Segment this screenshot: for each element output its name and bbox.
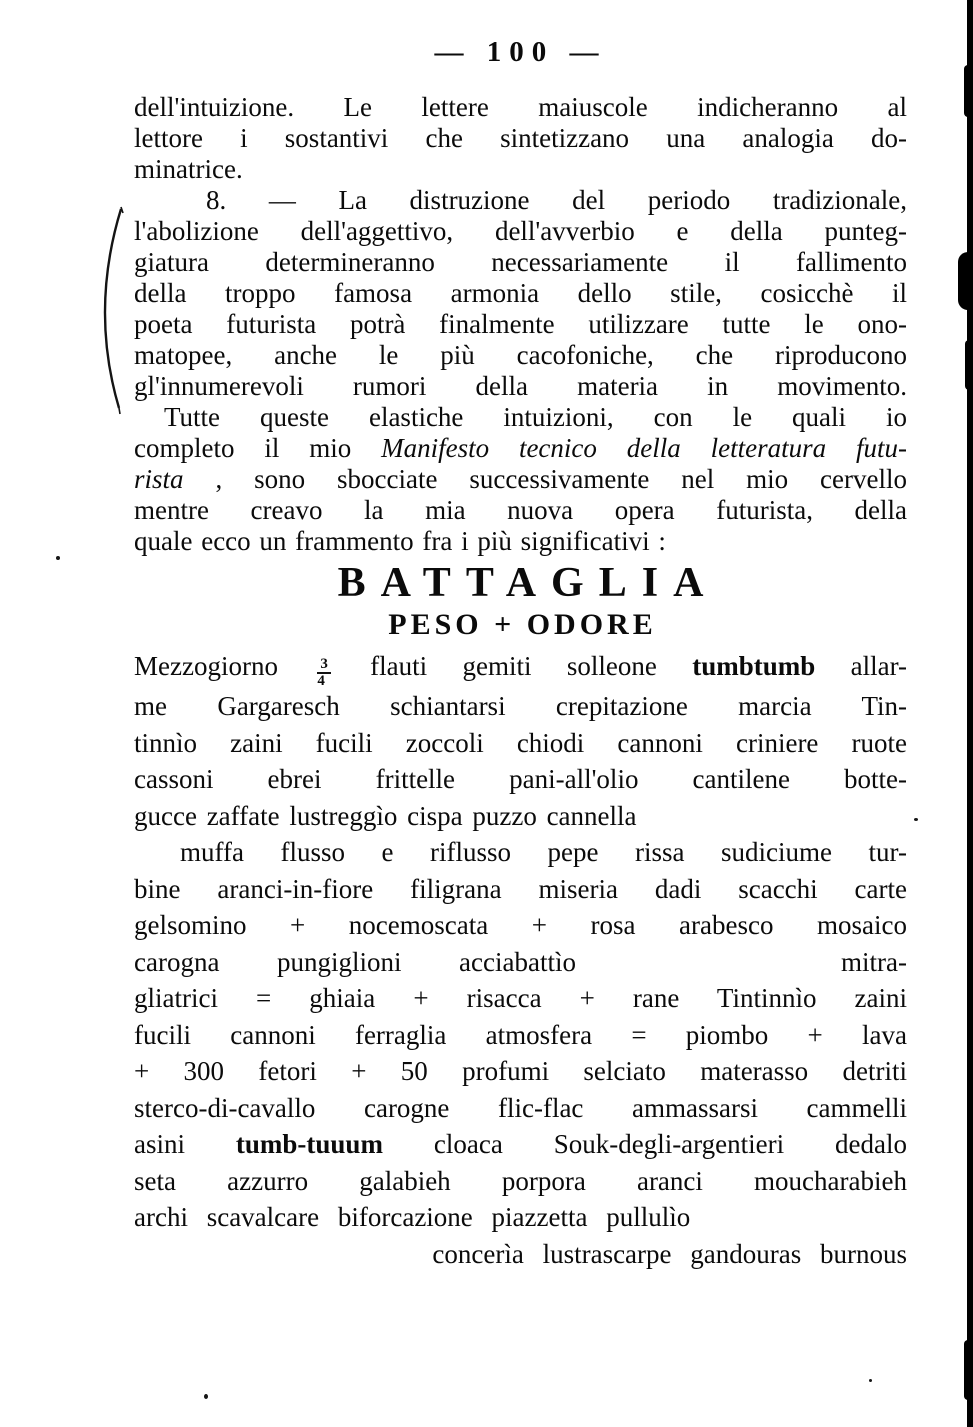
text-segment: minatrice. <box>134 154 243 184</box>
text-segment: rista <box>134 464 184 494</box>
ink-speck <box>204 1394 208 1399</box>
scan-edge-shadow <box>967 0 973 1427</box>
prose-text-block <box>134 92 907 557</box>
prose-line <box>134 278 907 309</box>
poem-line <box>134 798 907 835</box>
prose-line <box>134 185 907 216</box>
text-segment: 8. — La distruzione del periodo tradizionale, <box>206 185 907 215</box>
poem-line <box>134 648 907 688</box>
text-segment: carogna pungiglioni acciabattìo <box>134 946 576 977</box>
scan-edge-bump <box>964 65 973 117</box>
poem-line <box>134 761 907 798</box>
text-segment: completo il mio <box>134 433 382 463</box>
prose-line <box>134 402 907 433</box>
prose-line <box>134 309 907 340</box>
scan-edge-blob <box>958 252 973 310</box>
text-segment: matopee, anche le più cacofoniche, che riproducono <box>134 340 907 370</box>
text-segment: + 300 fetori + 50 profumi selciato materasso detriti <box>134 1056 907 1086</box>
ink-speck <box>914 818 918 821</box>
text-segment: Mezzogiorno <box>134 651 278 681</box>
text-segment: cassoni ebrei frittelle pani-all'olio cantilene botte- <box>134 764 907 794</box>
text-segment: gucce zaffate lustreggìo cispa puzzo cannella <box>134 800 637 831</box>
poem-subtitle: PESO + ODORE <box>388 608 657 641</box>
text-segment: seta azzurro galabieh porpora aranci moucharabieh <box>134 1165 907 1196</box>
text-segment: dell'intuizione. Le lettere maiuscole indicheranno al <box>134 92 907 122</box>
poem-title: BATTAGLIA <box>337 560 719 606</box>
text-segment: , sono sbocciate successivamente nel mio cervello <box>215 464 907 494</box>
poem-line <box>134 688 907 725</box>
text-segment: concerìa lustrascarpe gandouras burnous <box>432 1238 907 1269</box>
prose-line <box>134 216 907 247</box>
poem-line <box>134 907 907 944</box>
text-segment: asini <box>134 1129 236 1159</box>
poem-line <box>134 1199 907 1236</box>
scan-edge-bump <box>964 1340 973 1400</box>
ink-speck <box>56 556 60 560</box>
poem-line <box>134 944 907 981</box>
text-segment: me Gargaresch schiantarsi crepitazione marcia Tin- <box>134 691 907 721</box>
text-segment: tinnìo zaini fucili zoccoli chiodi cannoni criniere ruote <box>134 727 907 758</box>
text-segment: Manifesto tecnico della letteratura futu- <box>381 433 907 463</box>
prose-line <box>134 154 907 185</box>
poem-line <box>134 980 907 1017</box>
text-segment: archi scavalcare biforcazione piazzetta pullulìo <box>134 1202 691 1232</box>
text-segment: fucili cannoni ferraglia atmosfera = piombo + lava <box>134 1019 907 1050</box>
prose-line <box>134 526 907 557</box>
prose-line <box>134 433 907 464</box>
text-segment: gliatrici = ghiaia + risacca + rane Tintinnìo zaini <box>134 983 907 1013</box>
text-segment: l'abolizione dell'aggettivo, dell'avverbio e della punteg- <box>134 216 907 246</box>
text-segment: allar- <box>850 651 908 681</box>
poem-line <box>134 1017 907 1054</box>
text-segment: muffa flusso e riflusso pepe rissa sudiciume tur- <box>180 837 907 867</box>
ink-speck <box>869 1379 872 1382</box>
prose-line <box>134 123 907 154</box>
text-segment: sterco-di-cavallo carogne flic-flac ammassarsi cammelli <box>134 1092 907 1123</box>
poem-line <box>134 1090 907 1127</box>
poem-line <box>134 1236 907 1273</box>
stacked-fraction: $\frac{3}{4}$ <box>317 658 331 688</box>
poem-heading <box>134 558 907 642</box>
margin-pen-mark <box>88 205 130 415</box>
text-segment: gl'innumerevoli rumori della materia in movimento. <box>134 371 907 401</box>
text-segment: quale ecco un frammento fra i più significativi : <box>134 526 666 556</box>
text-segment: mentre creavo la mia nuova opera futurista, della <box>134 495 907 525</box>
scan-edge-bump <box>965 340 973 390</box>
text-segment: tumbtumb <box>692 651 816 681</box>
text-segment: poeta futurista potrà finalmente utilizzare tutte le ono- <box>134 309 907 339</box>
text-segment: della troppo famosa armonia dello stile, cosicchè il <box>134 278 907 308</box>
poem-line <box>134 871 907 908</box>
text-segment: cloaca Souk-degli-argentieri dedalo <box>433 1129 908 1159</box>
poem-line <box>134 1053 907 1090</box>
text-segment: gelsomino + nocemoscata + rosa arabesco mosaico <box>134 910 907 940</box>
text-segment: giatura determineranno necessariamente il fallimento <box>134 247 907 277</box>
text-segment: bine aranci-in-fiore filigrana miseria dadi scacchi carte <box>134 873 907 904</box>
poem-line <box>134 834 907 871</box>
text-segment: flauti gemiti solleone <box>370 651 693 681</box>
prose-line <box>134 495 907 526</box>
wide-gap <box>634 970 784 971</box>
poem-text-block <box>134 648 907 1272</box>
poem-line <box>134 1163 907 1200</box>
poem-line <box>134 1126 907 1163</box>
prose-line <box>134 371 907 402</box>
text-segment: tumb-tuuum <box>235 1129 383 1159</box>
text-segment: lettore i sostantivi che sintetizzano una analogia do- <box>134 123 907 153</box>
text-segment: Tutte queste elastiche intuizioni, con le quali io <box>164 402 907 432</box>
prose-line <box>134 464 907 495</box>
page-number: — 100 — <box>434 36 607 68</box>
prose-line <box>134 247 907 278</box>
poem-line <box>134 725 907 762</box>
text-segment: mitra- <box>841 946 908 977</box>
prose-line <box>134 92 907 123</box>
prose-line <box>134 340 907 371</box>
